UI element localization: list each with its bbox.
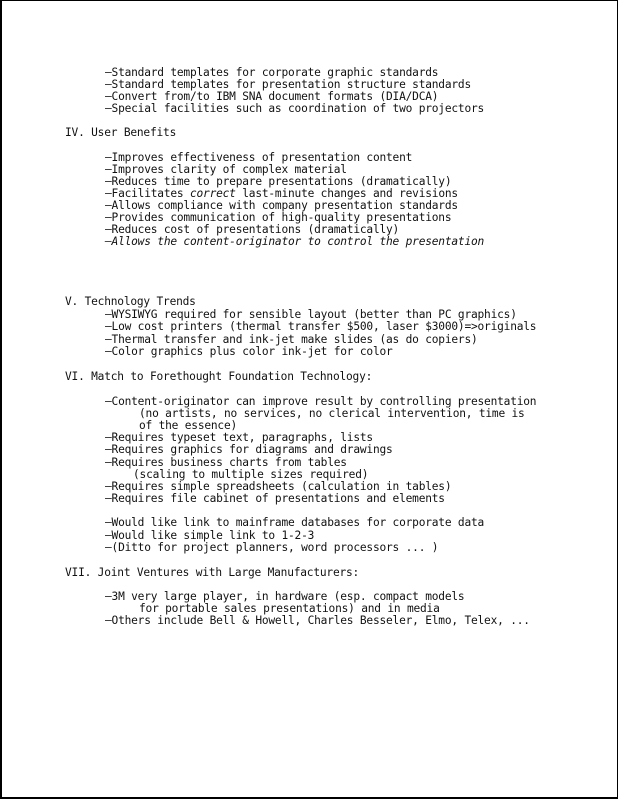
- intro-item: —Standard templates for presentation structure standards: [105, 78, 471, 91]
- section-heading: IV. User Benefits: [65, 126, 177, 139]
- continuation-line: of the essence): [139, 419, 238, 432]
- list-item: —Requires graphics for diagrams and drawings: [105, 443, 393, 456]
- list-item: —WYSIWYG required for sensible layout (better than PC graphics): [105, 308, 517, 321]
- intro-item: —Convert from/to IBM SNA document formats (DIA/DCA): [105, 90, 439, 103]
- emphasis-text: correct: [189, 187, 236, 200]
- list-item: —Improves effectiveness of presentation content: [105, 151, 413, 164]
- list-item: —Requires file cabinet of presentations and elements: [105, 492, 445, 505]
- list-item-text: last-minute changes and revisions: [235, 187, 458, 200]
- list-item: —Requires simple spreadsheets (calculation in tables): [105, 480, 452, 493]
- section-heading: V. Technology Trends: [65, 295, 196, 308]
- list-item: —Reduces cost of presentations (dramatically): [105, 223, 400, 236]
- list-item: —3M very large player, in hardware (esp. compact models: [105, 590, 465, 603]
- list-item: —Reduces time to prepare presentations (dramatically): [105, 175, 452, 188]
- list-item: —Thermal transfer and ink-jet make slides (as do copiers): [105, 333, 478, 346]
- section-heading: VI. Match to Forethought Foundation Technology:: [65, 370, 373, 383]
- list-item: —Requires typeset text, paragraphs, lists: [105, 431, 373, 444]
- list-item: —Allows compliance with company presentation standards: [105, 199, 458, 212]
- intro-item: —Special facilities such as coordination of two projectors: [105, 102, 485, 115]
- continuation-line: (scaling to multiple sizes required): [133, 468, 369, 481]
- section-heading: VII. Joint Ventures with Large Manufacturers:: [65, 566, 360, 579]
- continuation-line: for portable sales presentations) and in media: [139, 602, 440, 615]
- list-item: —Requires business charts from tables: [105, 456, 347, 469]
- list-item: —Provides communication of high-quality presentations: [105, 211, 452, 224]
- intro-item: —Standard templates for corporate graphic standards: [105, 66, 439, 79]
- list-item: —Would like link to mainframe databases for corporate data: [105, 516, 485, 529]
- list-item-text: —Facilitates: [105, 187, 190, 200]
- list-item: —Low cost printers (thermal transfer $500, laser $3000)=>originals: [105, 320, 537, 333]
- list-item: —Would like simple link to 1-2-3: [105, 529, 315, 542]
- list-item: —Allows the content-originator to control the presentation: [105, 235, 485, 248]
- list-item: —Improves clarity of complex material: [105, 163, 347, 176]
- list-item: —(Ditto for project planners, word processors ... ): [105, 541, 439, 554]
- continuation-line: (no artists, no services, no clerical intervention, time is: [139, 407, 525, 420]
- list-item: —Color graphics plus color ink-jet for color: [105, 345, 393, 358]
- list-item: —Content-originator can improve result by controlling presentation: [105, 395, 537, 408]
- list-item: —Others include Bell & Howell, Charles Besseler, Elmo, Telex, ...: [105, 614, 530, 627]
